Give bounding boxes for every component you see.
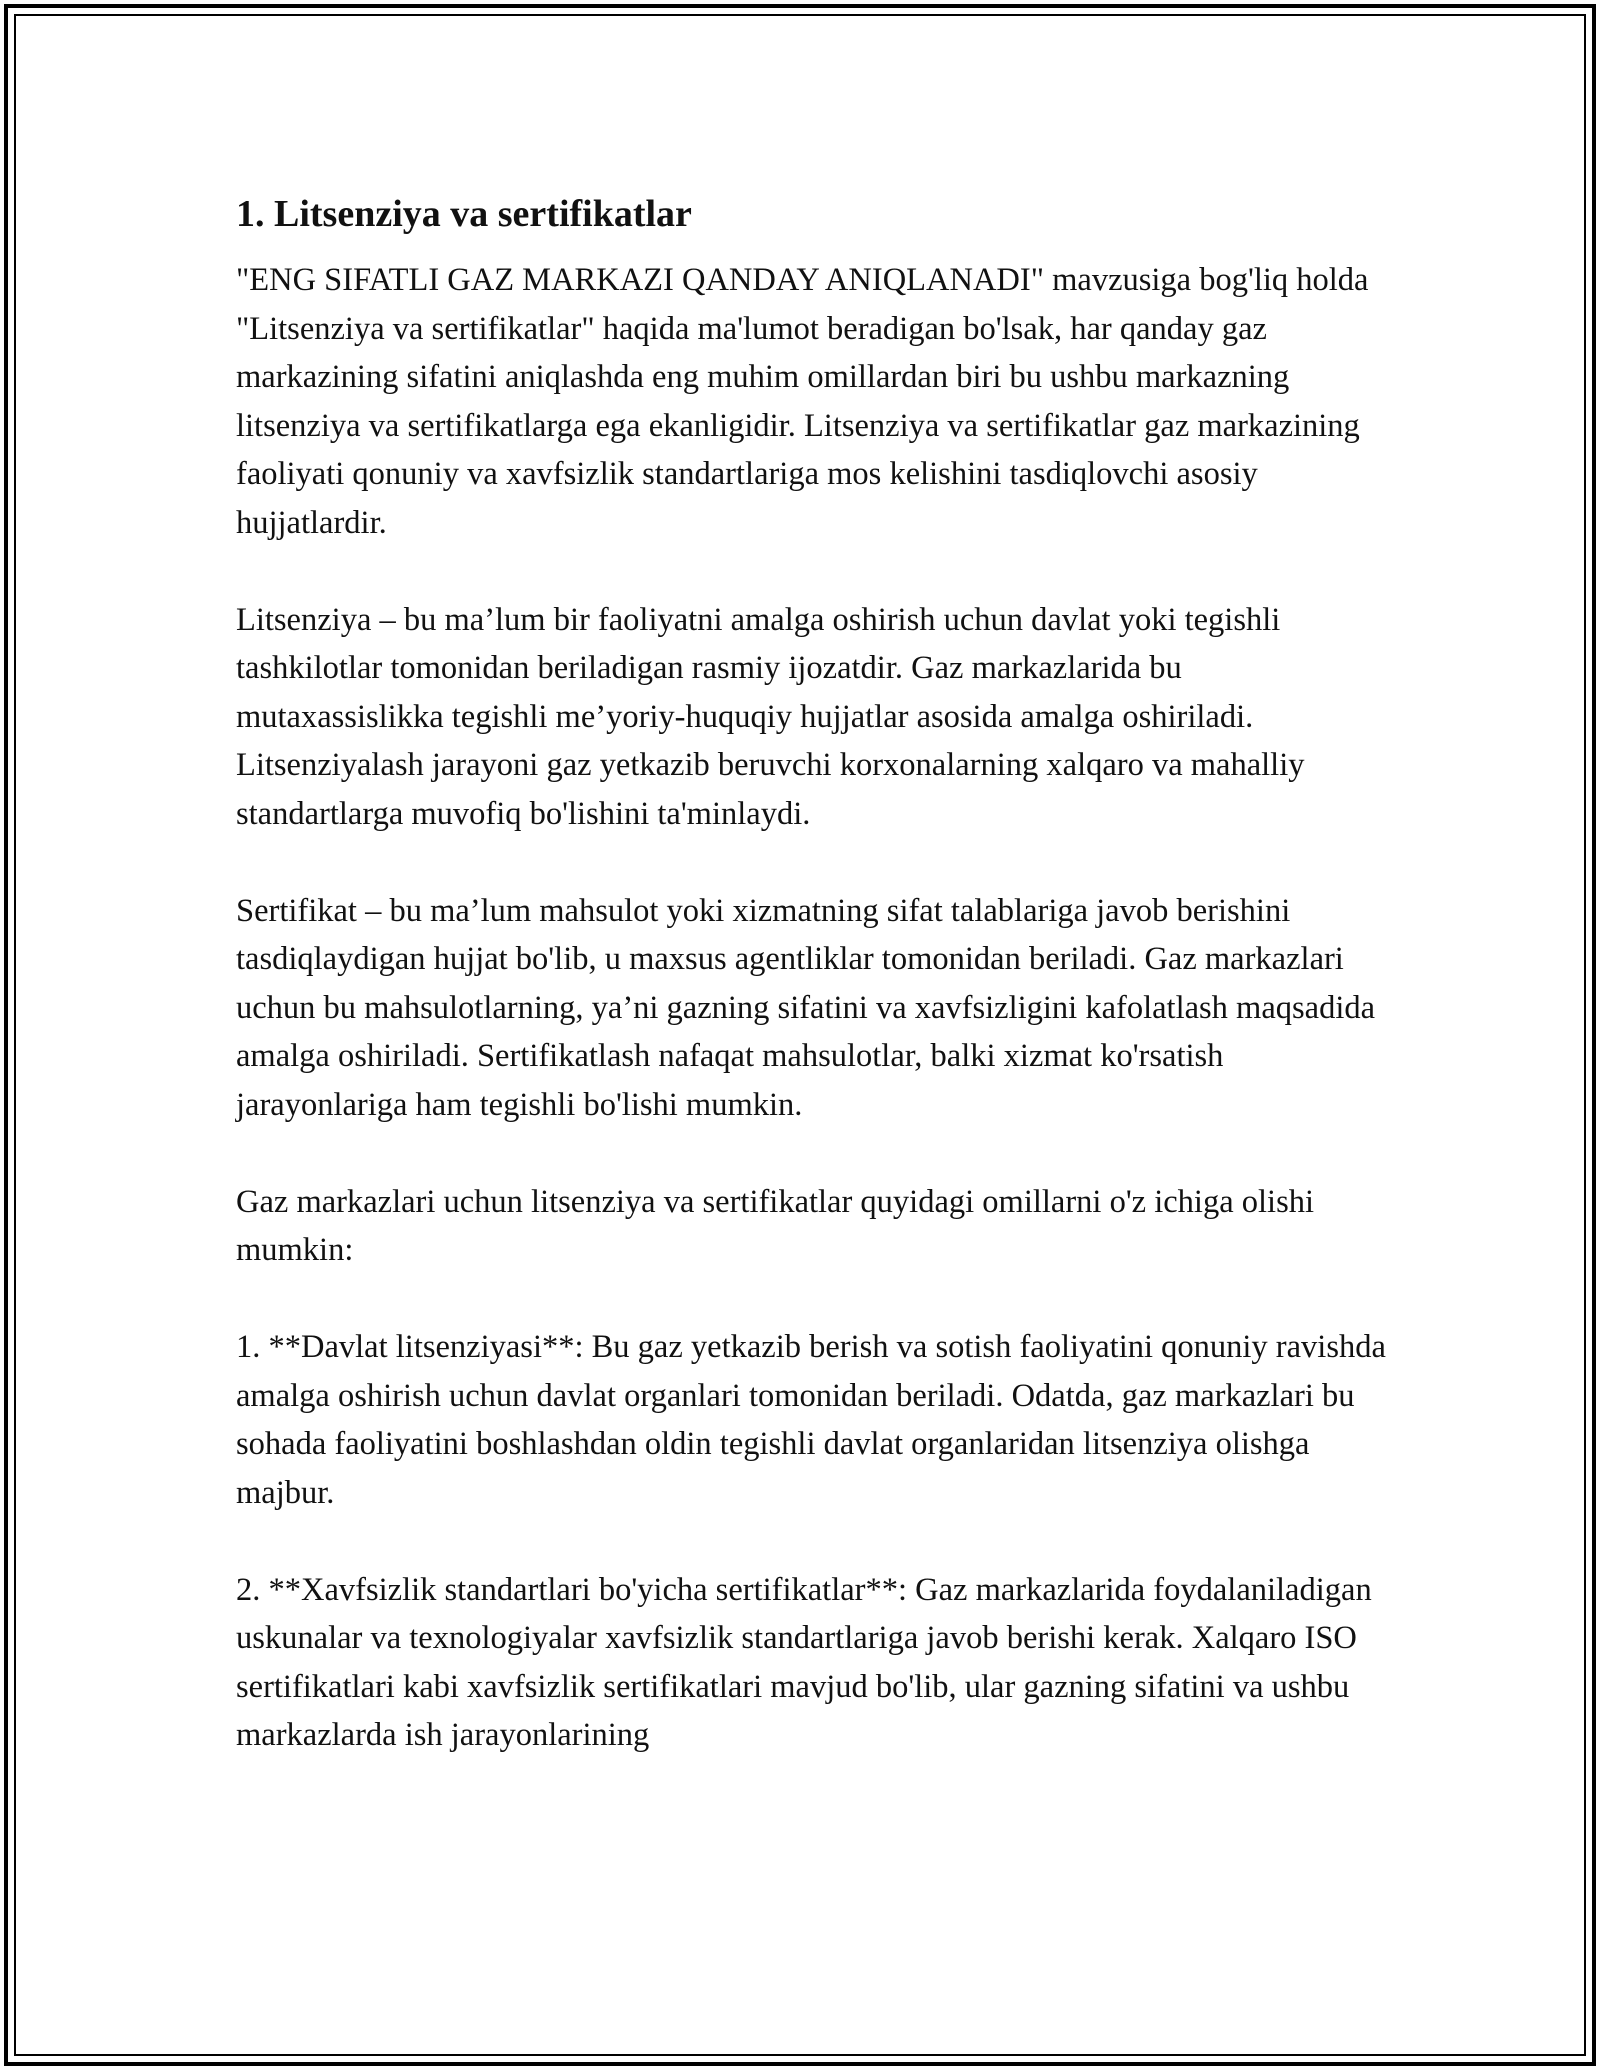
paragraph-certificate-definition: Sertifikat – bu ma’lum mahsulot yoki xizmatning sifat talablariga javob berishini tasdiqlaydigan hujjat bo'lib, u maxsus agentliklar tomonidan beriladi. Gaz markazlari uchun bu mahsulotlarning, ya’ni gazning sifatini va xavfsizligini kafolatlash maqsadida amalga oshiriladi. Sertifikatlash nafaqat mahsulotlar, balki xizmat ko'rsatish jarayonlariga ham tegishli bo'lishi mumkin. xyxy=(236,892,1376,1123)
paragraph-license-definition: Litsenziya – bu ma’lum bir faoliyatni amalga oshirish uchun davlat yoki tegishli tashkilotlar tomonidan beriladigan rasmiy ijozatdir. Gaz markazlarida bu mutaxassislikka tegishli me’yoriy-huquqiy hujjatlar asosida amalga oshiriladi. Litsenziyalash jarayoni gaz yetkazib beruvchi korxonalarning xalqaro va mahalliy standartlarga muvofiq bo'lishini ta'minlaydi. xyxy=(236,601,1305,832)
list-item-state-license: 1. **Davlat litsenziyasi**: Bu gaz yetkazib berish va sotish faoliyatini qonuniy ravishda amalga oshirish uchun davlat organlari tomonidan beriladi. Odatda, gaz markazlari bu sohada faoliyatini boshlashdan oldin tegishli davlat organlaridan litsenziya olishga majbur. xyxy=(236,1329,1386,1511)
list-item-safety-certificates: 2. **Xavfsizlik standartlari bo'yicha sertifikatlar**: Gaz markazlarida foydalaniladigan uskunalar va texnologiyalar xavfsizlik standartlariga javob berishi kerak. Xalqaro ISO sertifikatlari kabi xavfsizlik sertifikatlari mavjud bo'lib, ular gazning sifatini va ushbu markazlarda ish jarayonlarining xyxy=(236,1571,1372,1753)
paragraph-intro: "ENG SIFATLI GAZ MARKAZI QANDAY ANIQLANADI" mavzusiga bog'liq holda "Litsenziya va sertifikatlar" haqida ma'lumot beradigan bo'lsak, har qanday gaz markazining sifatini aniqlashda eng muhim omillardan biri bu ushbu markazning litsenziya va sertifikatlarga ega ekanligidir. Litsenziya va sertifikatlar gaz markazining faoliyati qonuniy va xavfsizlik standartlariga mos kelishini tasdiqlovchi asosiy hujjatlardir. xyxy=(236,262,1369,541)
document-body xyxy=(236,186,1396,1808)
paragraph-factors-intro: Gaz markazlari uchun litsenziya va sertifikatlar quyidagi omillarni o'z ichiga olishi mumkin: xyxy=(236,1183,1314,1268)
section-heading: 1. Litsenziya va sertifikatlar xyxy=(236,193,692,235)
